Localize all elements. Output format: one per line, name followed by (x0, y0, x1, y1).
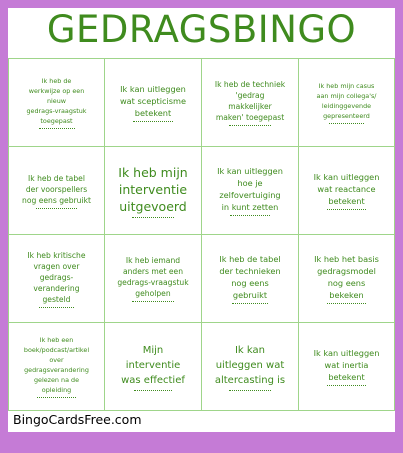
cell-text: Ik heb de tabel der voorspellers nog eens gebruikt (22, 173, 91, 205)
bingo-cell (8, 59, 105, 147)
cell-text: Ik heb de tabel der technieken nog eens gebruikt (219, 254, 281, 300)
bingo-cell (299, 147, 395, 235)
cell-text: Mijn interventie was effectief (121, 344, 185, 386)
bingo-cell (105, 147, 202, 235)
bingo-cell (8, 147, 105, 235)
bingo-cell (202, 59, 299, 147)
cell-text: Ik heb de werkwijze op een nieuw gedrags-vraagstuk toegepast (26, 77, 87, 125)
bingo-cell (202, 147, 299, 235)
cell-text: Ik heb mijn casus aan mijn collega's/ leidinggevende gepresenteerd (316, 82, 377, 120)
bingo-cell (299, 235, 395, 323)
cell-text: Ik heb iemand anders met een gedrags-vraagstuk geholpen (117, 256, 189, 298)
bingo-cell (105, 235, 202, 323)
bingo-cell (299, 323, 395, 411)
bingo-grid (8, 58, 395, 411)
bingo-cell (299, 59, 395, 147)
bingo-card (8, 8, 395, 432)
bingo-cell (8, 235, 105, 323)
cell-text: Ik kan uitleggen hoe je zelfovertuiging in kunt zetten (217, 166, 283, 212)
bingo-cell (202, 235, 299, 323)
card-title: GEDRAGSBINGO (46, 8, 357, 51)
footer-credit: BingoCardsFree.com (13, 412, 142, 427)
cell-text: Ik heb mijn interventie uitgevoerd (118, 164, 188, 214)
bingo-cell (105, 59, 202, 147)
cell-text: Ik kan uitleggen wat altercasting is (214, 344, 286, 386)
cell-text: Ik kan uitleggen wat reactance betekent (313, 172, 380, 206)
cell-text: Ik heb het basis gedragsmodel nog eens bekeken (314, 254, 379, 300)
bingo-cell (105, 323, 202, 411)
cell-text: Ik heb een boek/podcast/artikel over gedragsverandering gelezen na de opleiding (23, 336, 90, 394)
cell-text: Ik kan uitleggen wat inertia betekent (313, 348, 380, 382)
cell-text: Ik kan uitleggen wat scepticisme betekent (119, 84, 187, 118)
bingo-cell (202, 323, 299, 411)
cell-text: Ik heb kritische vragen over gedrags- verandering gesteld (27, 250, 86, 304)
cell-text: Ik heb de techniek 'gedrag makkelijker maken' toegepast (214, 80, 286, 122)
bingo-cell (8, 323, 105, 411)
